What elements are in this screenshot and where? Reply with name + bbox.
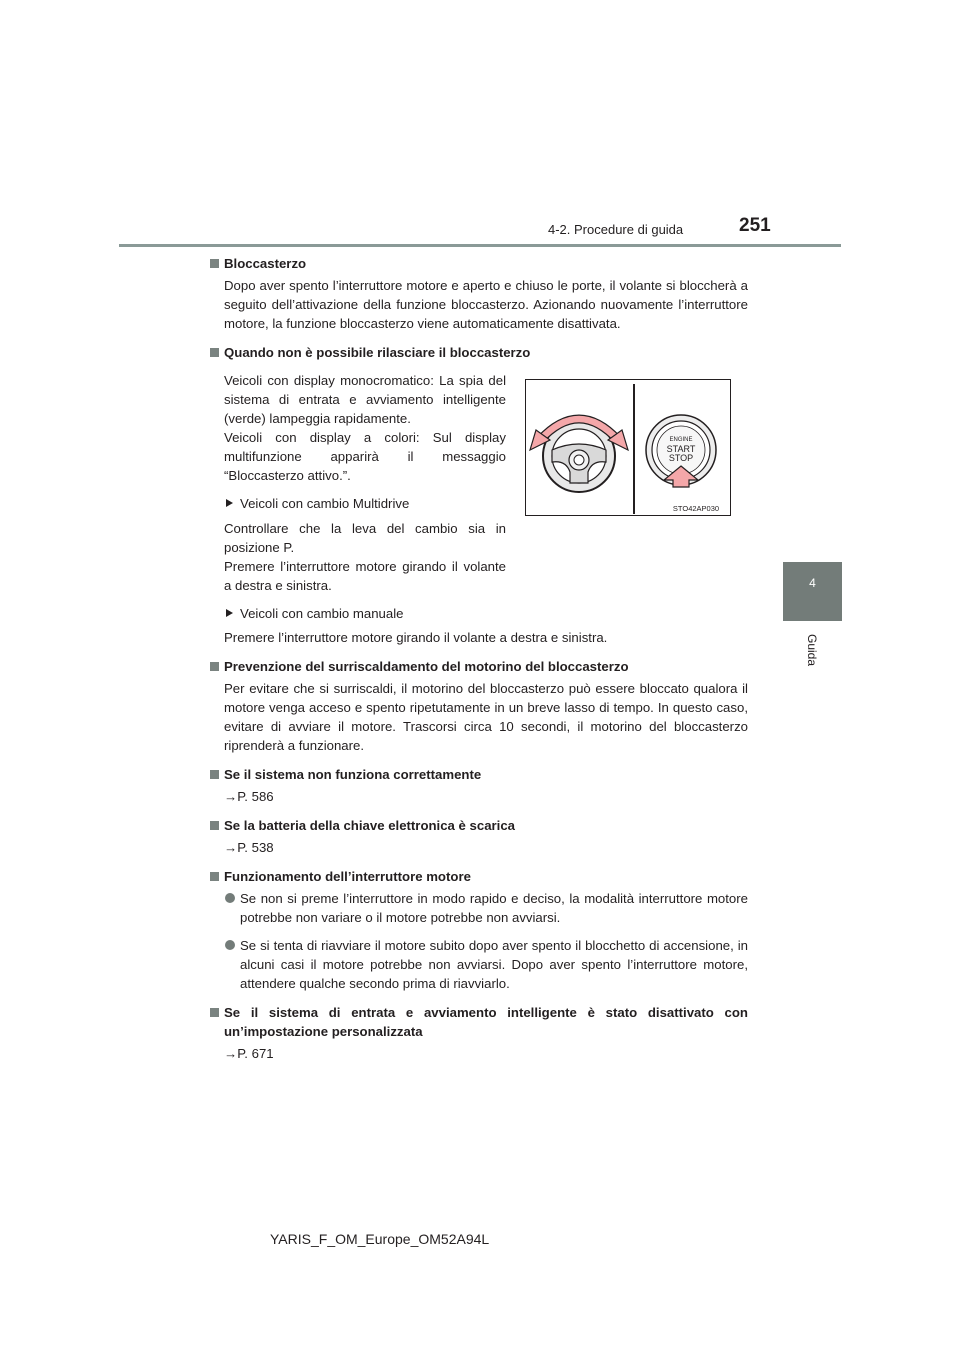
section-text: Per evitare che si surriscaldi, il motorino del bloccasterzo può essere bloccato qualora il motore venga acceso e spento ripetutamente in un breve lasso di tempo. In questo caso, evitare di avviare il motore. Trascorsi circa 10 secondi, il motorino del bloccasterzo riprenderà a funzionare. bbox=[224, 681, 748, 753]
main-content bbox=[209, 254, 748, 1063]
square-bullet-icon bbox=[210, 1008, 219, 1017]
square-bullet-icon bbox=[210, 259, 219, 268]
header-section-title: 4-2. Procedure di guida bbox=[548, 222, 684, 237]
section-heading-custom-setting: Se il sistema di entrata e avviamento intelligente è stato disattivato con un’impostazione personalizzata bbox=[209, 1003, 748, 1041]
page-reference: →P. 586 bbox=[224, 789, 274, 804]
square-bullet-icon bbox=[210, 821, 219, 830]
circle-bullet-icon bbox=[225, 940, 235, 950]
list-item-multidrive: Veicoli con cambio Multidrive bbox=[209, 494, 748, 513]
chapter-tab bbox=[783, 562, 842, 621]
page-reference: →P. 538 bbox=[224, 840, 274, 855]
page-number: 251 bbox=[739, 215, 771, 236]
section-heading-malfunction: Se il sistema non funziona correttamente bbox=[209, 765, 748, 784]
section-text: Premere l’interruttore motore girando il volante a destra e sinistra. bbox=[224, 630, 608, 645]
header-divider bbox=[119, 244, 841, 247]
list-item: Se si tenta di riavviare il motore subito dopo aver spento il blocchetto di accensione, in alcuni casi il motore potrebbe non avviarsi. Dopo aver spento l’interruttore motore, attendere qualche secondo prima di riavviarlo. bbox=[209, 936, 748, 993]
square-bullet-icon bbox=[210, 348, 219, 357]
section-text: Dopo aver spento l’interruttore motore e aperto e chiuso le porte, il volante si bloccherà a seguito dell’attivazione della funzione bloccasterzo. Azionando nuovamente l’interruttore motore, la funzione bloccasterzo viene automaticamente disattivata. bbox=[224, 278, 748, 331]
section-text: Veicoli con display a colori: Sul display multifunzione apparirà il messaggio “Bloccasterzo attivo.”. bbox=[224, 430, 506, 483]
section-heading-overheating: Prevenzione del surriscaldamento del motorino del bloccasterzo bbox=[209, 657, 748, 676]
square-bullet-icon bbox=[210, 770, 219, 779]
section-text: Premere l’interruttore motore girando il volante a destra e sinistra. bbox=[224, 559, 506, 593]
section-text: Controllare che la leva del cambio sia in posizione P. bbox=[224, 521, 506, 555]
stop-label: STOP bbox=[668, 453, 694, 463]
square-bullet-icon bbox=[210, 872, 219, 881]
triangle-bullet-icon bbox=[226, 499, 233, 507]
chapter-tab-number: 4 bbox=[809, 576, 816, 590]
page-reference: →P. 671 bbox=[224, 1046, 274, 1061]
document-code: YARIS_F_OM_Europe_OM52A94L bbox=[270, 1231, 490, 1247]
section-heading-release-lock: Quando non è possibile rilasciare il bloccasterzo bbox=[209, 343, 748, 362]
triangle-bullet-icon bbox=[226, 609, 233, 617]
section-text: Veicoli con display monocromatico: La spia del sistema di entrata e avviamento intelligente (verde) lampeggia rapidamente. bbox=[224, 373, 506, 426]
section-heading-bloccasterzo: Bloccasterzo bbox=[209, 254, 748, 273]
list-item-manual: Veicoli con cambio manuale bbox=[209, 604, 748, 623]
engine-label: ENGINE bbox=[669, 437, 693, 443]
figure-code: STO42AP030 bbox=[672, 504, 720, 513]
square-bullet-icon bbox=[210, 662, 219, 671]
list-item: Se non si preme l’interruttore in modo rapido e deciso, la modalità interruttore motore potrebbe non variare o il motore potrebbe non avviarsi. bbox=[209, 889, 748, 927]
circle-bullet-icon bbox=[225, 893, 235, 903]
chapter-tab-label: Guida bbox=[805, 633, 819, 667]
section-heading-key-battery: Se la batteria della chiave elettronica è scarica bbox=[209, 816, 748, 835]
section-heading-switch-operation: Funzionamento dell’interruttore motore bbox=[209, 867, 748, 886]
start-label: START bbox=[666, 444, 696, 454]
